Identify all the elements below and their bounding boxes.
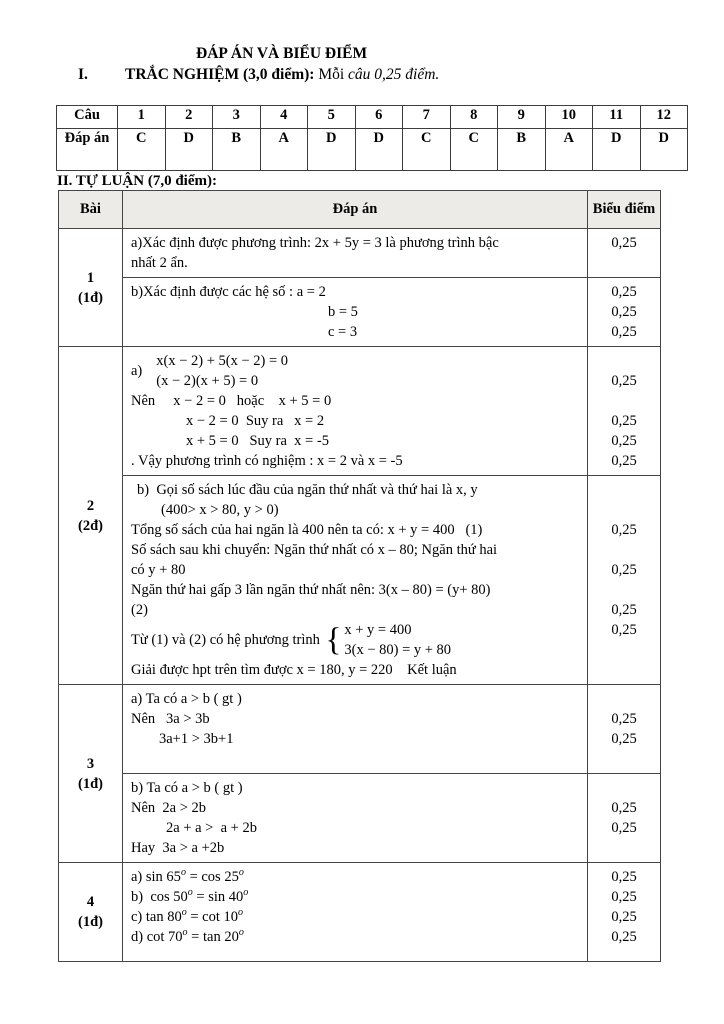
- score-value: 0,25: [611, 413, 637, 429]
- score-value: 0,25: [611, 622, 637, 638]
- score-value: 0,25: [611, 800, 637, 816]
- degree-superscript: o: [187, 887, 193, 899]
- answer-line: b) Ta có a > b ( gt ): [131, 780, 243, 796]
- mc-row-label: Đáp án: [57, 129, 118, 171]
- score-value: [588, 660, 660, 680]
- answer-line: a) $\sin 65^o = \cos 25^o$: [131, 867, 244, 885]
- answer-score-area: [123, 685, 660, 862]
- exercise-number: 3: [86, 755, 95, 772]
- answer-line: c = 3: [328, 324, 358, 340]
- score-value: 0,25: [611, 433, 637, 449]
- mc-question-number: 4: [260, 106, 308, 129]
- mc-row-label: Câu: [57, 106, 118, 129]
- equation-line: 3(x − 80) = y + 80: [344, 642, 452, 658]
- mc-question-number: 8: [450, 106, 498, 129]
- mc-question-number: 7: [403, 106, 451, 129]
- answer-score-area: [123, 347, 660, 684]
- mc-question-number: 2: [165, 106, 213, 129]
- equation-stack: [344, 620, 451, 660]
- line-prefix: Từ (1) và (2) có hệ phương trình: [131, 631, 324, 648]
- exercise-number: 2: [86, 497, 95, 514]
- answer-block: [123, 475, 660, 684]
- answer-line: nhất 2 ẩn.: [131, 255, 188, 271]
- exercise-points: (1đ): [78, 289, 103, 306]
- answer-block: [123, 773, 660, 862]
- answer-lines: [123, 278, 587, 346]
- answer-lines: [123, 347, 587, 475]
- exercise-cell: [59, 863, 123, 961]
- answer-line: có y + 80: [131, 562, 186, 578]
- exercise-cell: [59, 229, 123, 346]
- score-value: [588, 500, 660, 520]
- mc-answer-letter: D: [308, 129, 356, 171]
- answer-line: a) Ta có a > b ( gt ): [131, 691, 242, 707]
- exercise-number: 1: [86, 269, 95, 286]
- mc-answer-letter: D: [640, 129, 688, 171]
- header-cell-answer: Đáp án: [332, 201, 378, 217]
- mc-answer-letter: D: [355, 129, 403, 171]
- answer-line: x − 2 = 0 Suy ra x = 2: [186, 413, 325, 429]
- score-value: [588, 391, 660, 411]
- degree-superscript: o: [182, 927, 188, 939]
- degree-superscript: o: [238, 927, 244, 939]
- answer-line: b) $\cos 50^o = \sin 40^o$: [131, 887, 249, 905]
- score-value: 0,25: [611, 889, 637, 905]
- score-column: [587, 685, 660, 773]
- answer-line: a)Xác định được phương trình: 2x + 5y = 3 là phương trình bậc: [131, 235, 499, 251]
- score-value: 0,25: [611, 373, 637, 389]
- mc-answer-letter: C: [118, 129, 166, 171]
- score-value: 0,25: [611, 453, 637, 469]
- answer-lines: [123, 863, 587, 961]
- answer-line: Nên x − 2 = 0 hoặc x + 5 = 0: [131, 393, 332, 409]
- answer-line: b) Gọi số sách lúc đầu của ngăn thứ nhất và thứ hai là x, y: [137, 482, 478, 498]
- system-brace: {: [325, 622, 342, 658]
- answer-block: [123, 863, 660, 961]
- score-value: 0,25: [611, 820, 637, 836]
- section-1-note: Mỗi: [314, 66, 349, 83]
- score-value: [588, 838, 660, 858]
- answer-line: Giải được hpt trên tìm được x = 180, y = 220 Kết luận: [131, 662, 457, 678]
- answer-line: Hay 3a > a +2b: [131, 840, 225, 856]
- answer-lines: [123, 774, 587, 862]
- score-value: [588, 640, 660, 660]
- score-value: 0,25: [611, 929, 637, 945]
- section-1-heading: [78, 66, 724, 84]
- mc-answer-letter: A: [545, 129, 593, 171]
- score-column: [587, 863, 660, 961]
- answer-score-area: [123, 229, 660, 346]
- score-value: [588, 480, 660, 500]
- score-value: [588, 580, 660, 600]
- mc-question-number: 3: [213, 106, 261, 129]
- equation-line: x + y = 400: [344, 622, 412, 638]
- mc-question-number: 11: [593, 106, 641, 129]
- score-value: 0,25: [611, 602, 637, 618]
- score-value: 0,25: [611, 304, 637, 320]
- answer-line: Nên 3a > 3b: [131, 711, 210, 727]
- mc-question-number: 5: [308, 106, 356, 129]
- answer-line: Tổng số sách của hai ngăn là 400 nên ta có: x + y = 400 (1): [131, 522, 483, 538]
- multiple-choice-answer-table: [56, 105, 688, 171]
- mc-answer-letter: D: [593, 129, 641, 171]
- score-value: 0,25: [611, 869, 637, 885]
- mc-question-number: 9: [498, 106, 546, 129]
- answer-block: [123, 229, 660, 277]
- score-value: 0,25: [611, 522, 637, 538]
- mc-answer-letter: C: [450, 129, 498, 171]
- equation-stack: [156, 351, 288, 391]
- mc-answer-row: [57, 129, 688, 171]
- mc-answer-letter: A: [260, 129, 308, 171]
- score-value: [588, 749, 660, 769]
- score-column: [587, 774, 660, 862]
- equation-line: (x − 2)(x + 5) = 0: [156, 373, 259, 389]
- equation-line: x(x − 2) + 5(x − 2) = 0: [156, 353, 289, 369]
- degree-superscript: o: [238, 867, 244, 879]
- degree-superscript: o: [181, 907, 187, 919]
- answer-line: Nên 2a > 2b: [131, 800, 207, 816]
- mc-answer-letter: D: [165, 129, 213, 171]
- score-column: [587, 347, 660, 475]
- score-value: 0,25: [611, 284, 637, 300]
- section-2-heading: II. TỰ LUẬN (7,0 điểm):: [57, 173, 217, 189]
- essay-answer-table: [58, 190, 661, 962]
- score-value: 0,25: [611, 731, 637, 747]
- answer-line: b)Xác định được các hệ số : a = 2: [131, 284, 326, 300]
- score-column: [587, 229, 660, 277]
- mc-answer-letter: B: [498, 129, 546, 171]
- essay-row: [59, 229, 660, 347]
- mc-answer-letter: C: [403, 129, 451, 171]
- exercise-points: (1đ): [78, 775, 103, 792]
- score-value: [588, 253, 660, 273]
- header-cell-exercise: Bài: [59, 191, 123, 228]
- score-column: [587, 278, 660, 346]
- equation-system-line: [131, 620, 583, 660]
- answer-lines: [123, 476, 587, 684]
- answer-block: [123, 347, 660, 475]
- mc-header-row: [57, 106, 688, 129]
- answer-line: x + 5 = 0 Suy ra x = -5: [186, 433, 329, 449]
- degree-superscript: o: [243, 887, 249, 899]
- score-value: [588, 540, 660, 560]
- mc-question-number: 12: [640, 106, 688, 129]
- score-value: 0,25: [611, 235, 637, 251]
- essay-table-header-row: [59, 191, 660, 229]
- degree-superscript: o: [180, 867, 186, 879]
- answer-block: [123, 685, 660, 773]
- answer-score-area: [123, 863, 660, 961]
- answer-line: c) $\tan 80^o = \cot 10^o$: [131, 907, 244, 925]
- header-cell-score: Biểu điểm: [587, 191, 660, 228]
- mc-answer-letter: B: [213, 129, 261, 171]
- mc-question-number: 6: [355, 106, 403, 129]
- score-value: 0,25: [611, 562, 637, 578]
- answer-line: b = 5: [328, 304, 358, 320]
- section-1-title: TRẮC NGHIỆM (3,0 điểm):: [125, 66, 315, 83]
- answer-lines: [123, 229, 587, 277]
- answer-block: [123, 277, 660, 346]
- page-title: ĐÁP ÁN VÀ BIỂU ĐIỂM: [196, 45, 368, 62]
- answer-line: (400> x > 80, y > 0): [161, 502, 279, 518]
- score-value: [588, 689, 660, 709]
- mc-question-number: 10: [545, 106, 593, 129]
- score-value: 0,25: [611, 324, 637, 340]
- exercise-cell: [59, 347, 123, 684]
- answer-line: . Vậy phương trình có nghiệm : x = 2 và x = -5: [131, 453, 403, 469]
- degree-superscript: o: [238, 907, 244, 919]
- exercise-number: 4: [86, 894, 95, 910]
- score-value: [588, 778, 660, 798]
- essay-row: [59, 863, 660, 961]
- mc-question-number: 1: [118, 106, 166, 129]
- answer-line: 2a + a > a + 2b: [166, 820, 257, 836]
- answer-line: d) $\cot 70^o = \tan 20^o$: [131, 927, 244, 945]
- exercise-points: (2đ): [78, 517, 103, 534]
- answer-line: (2): [131, 602, 148, 618]
- exercise-cell: [59, 685, 123, 862]
- answer-line: Ngăn thứ hai gấp 3 lần ngăn thứ nhất nên: 3(x – 80) = (y+ 80): [131, 582, 491, 598]
- score-value: 0,25: [611, 909, 637, 925]
- essay-row: [59, 685, 660, 863]
- answer-line: Số sách sau khi chuyển: Ngăn thứ nhất có x – 80; Ngăn thứ hai: [131, 542, 498, 558]
- line-prefix: a): [131, 362, 143, 379]
- section-1-numeral: I.: [78, 66, 88, 83]
- answer-lines: [123, 685, 587, 773]
- essay-row: [59, 347, 660, 685]
- score-value: [588, 351, 660, 371]
- exercise-points: (1đ): [78, 914, 103, 930]
- score-column: [587, 476, 660, 684]
- section-1-note-italic: câu 0,25 điểm.: [348, 66, 440, 83]
- answer-line: [131, 749, 583, 769]
- stacked-equations-line: [131, 351, 583, 391]
- score-value: 0,25: [611, 711, 637, 727]
- answer-line: 3a+1 > 3b+1: [159, 731, 234, 747]
